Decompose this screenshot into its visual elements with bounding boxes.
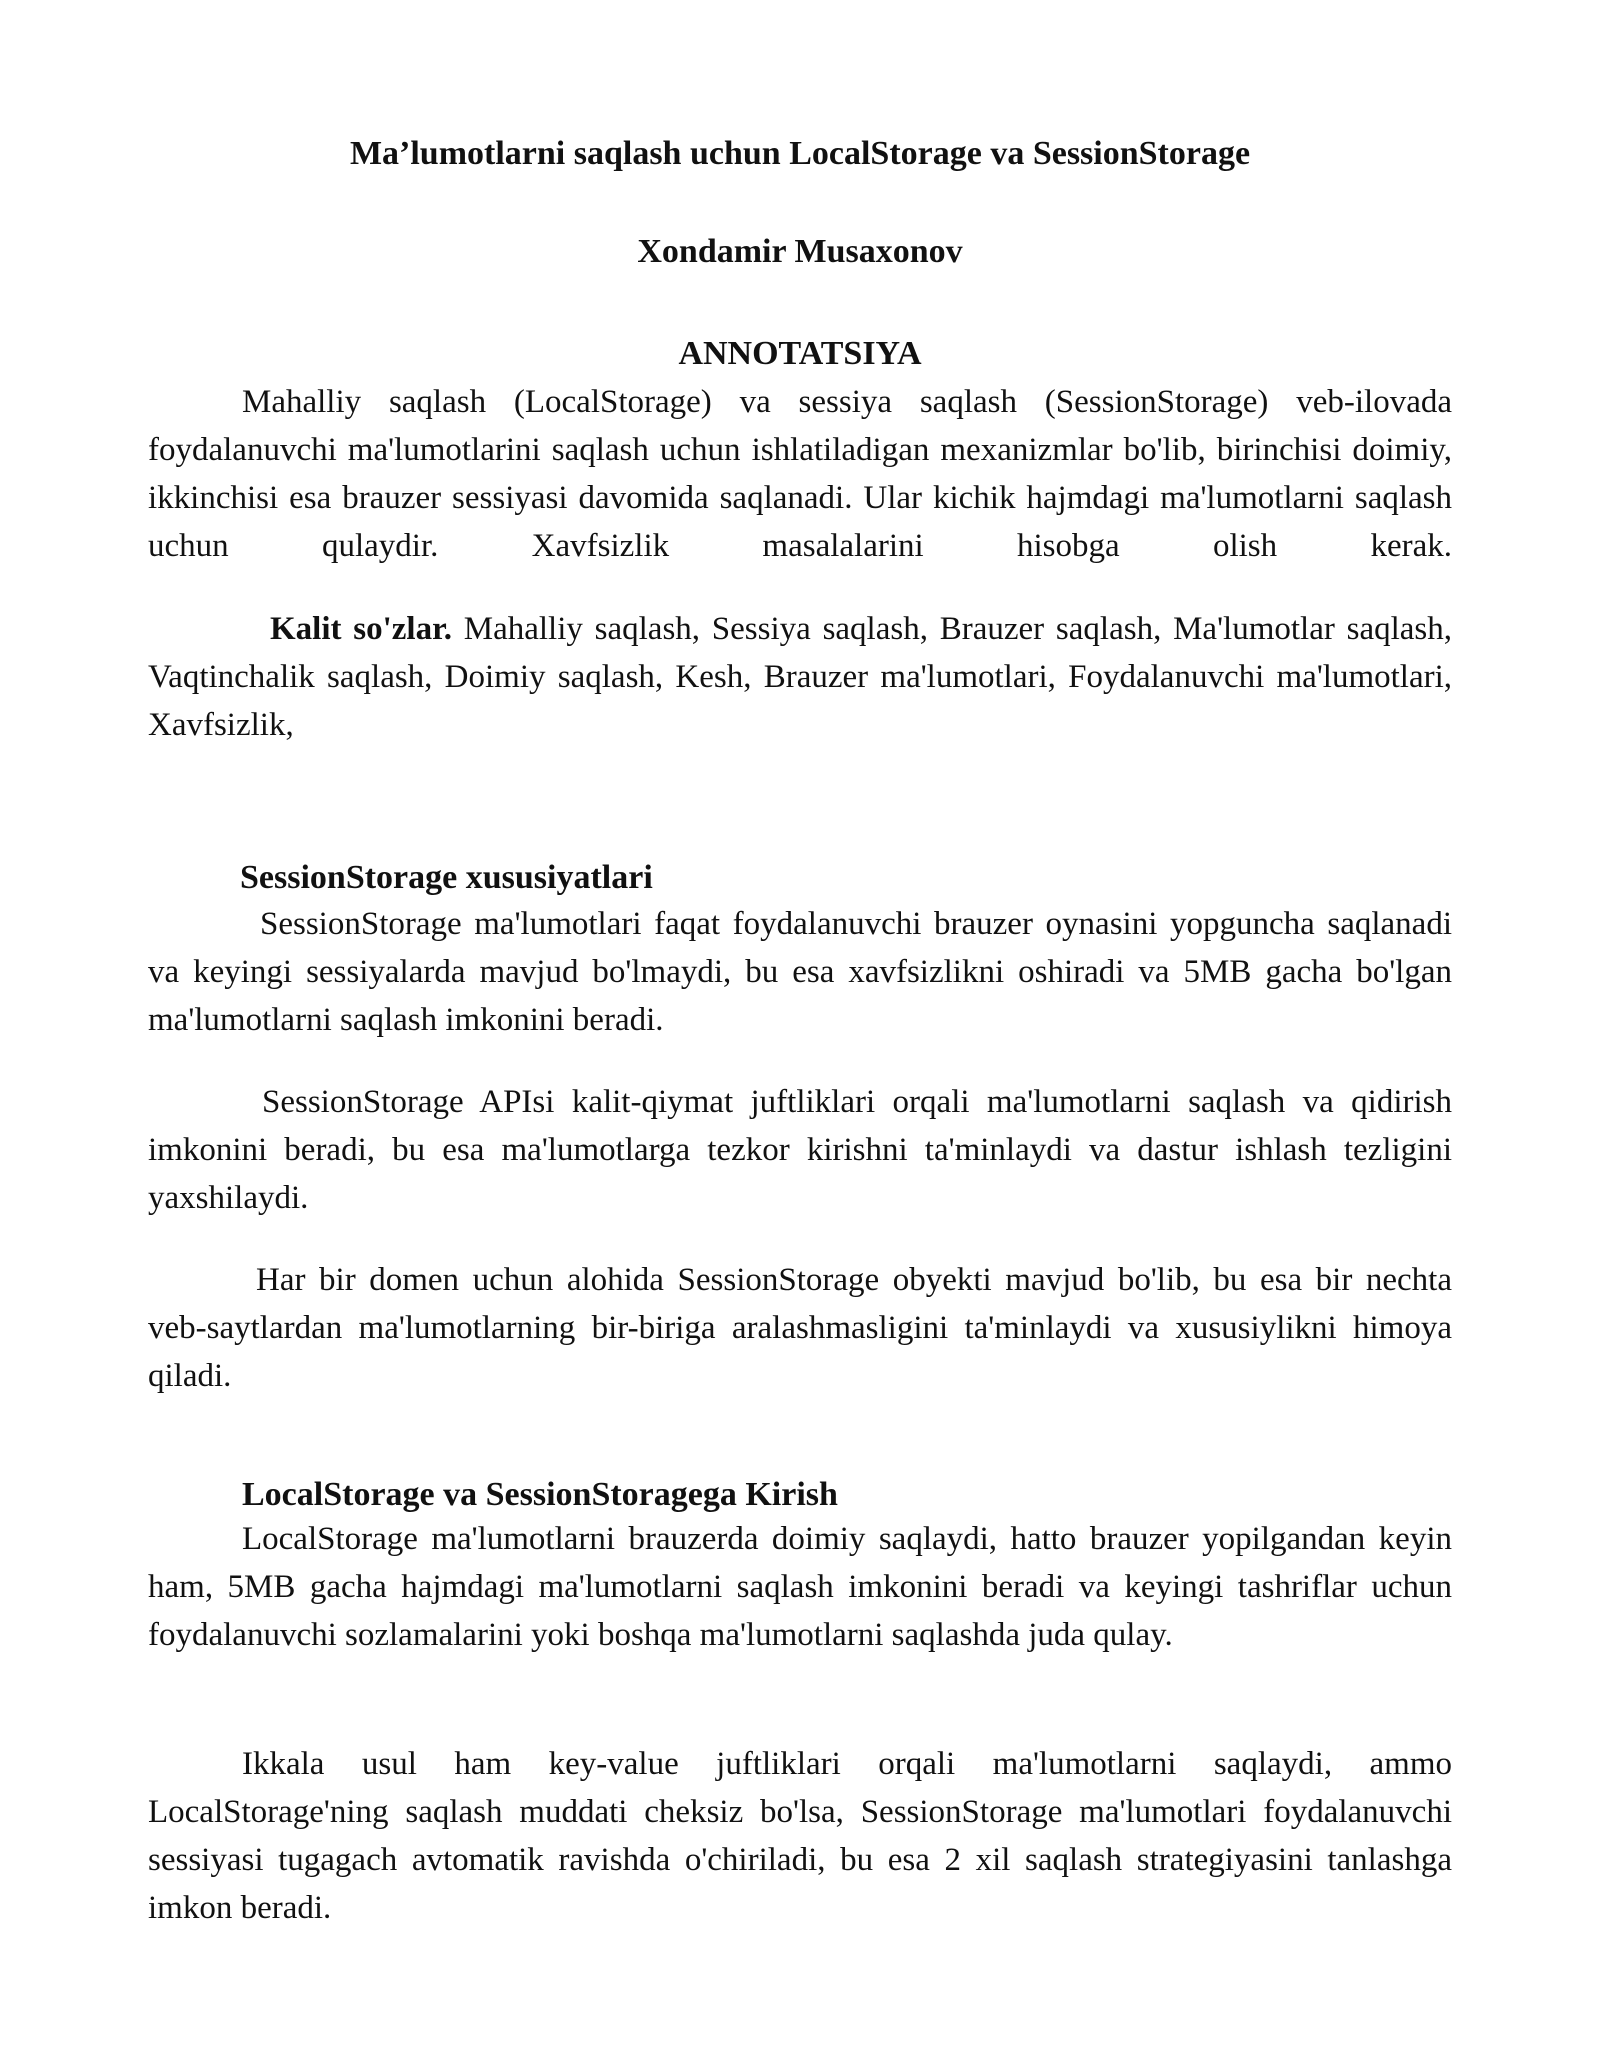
keywords-label: Kalit so'zlar.: [270, 611, 452, 647]
paragraph: Har bir domen uchun alohida SessionStorage obyekti mavjud bo'lib, bu esa bir nechta veb-saytlardan ma'lumotlarning bir-biriga aralashmasligini ta'minlaydi va xususiylikni himoya qiladi.: [148, 1262, 1452, 1394]
paragraph: SessionStorage ma'lumotlari faqat foydalanuvchi brauzer oynasini yopguncha saqlanadi va keyingi sessiyalarda mavjud bo'lmaydi, bu esa xavfsizlikni oshiradi va 5MB gacha bo'lgan ma'lumotlarni saqlash imkonini beradi.: [148, 906, 1452, 1038]
keywords-text: Mahalliy saqlash, Sessiya saqlash, Brauzer saqlash, Ma'lumotlar saqlash, Vaqtinchalik saqlash, Doimiy saqlash, Kesh, Brauzer ma'lumotlari, Foydalanuvchi ma'lumotlari, Xavfsizlik,: [148, 611, 1452, 743]
author-name: Xondamir Musaxonov: [637, 233, 963, 270]
keywords-paragraph: [148, 605, 1452, 749]
paragraph: Ikkala usul ham key-value juftliklari orqali ma'lumotlarni saqlaydi, ammo LocalStorage'ning saqlash muddati cheksiz bo'lsa, SessionStorage ma'lumotlari foydalanuvchi sessiyasi tugagach avtomatik ravishda o'chiriladi, bu esa 2 xil saqlash strategiyasini tanlashga imkon beradi.: [148, 1746, 1452, 1926]
section-heading-localstorage: LocalStorage va SessionStoragega Kirish: [242, 1476, 838, 1513]
abstract-text: Mahalliy saqlash (LocalStorage) va sessiya saqlash (SessionStorage) veb-ilovada foydalanuvchi ma'lumotlarini saqlash uchun ishlatiladigan mexanizmlar bo'lib, birinchisi doimiy, ikkinchisi esa brauzer sessiyasi davomida saqlanadi. Ular kichik hajmdagi ma'lumotlarni saqlash uchun qulaydir. Xavfsizlik masalalarini hisobga olish kerak.: [148, 384, 1452, 564]
abstract-heading: ANNOTATSIYA: [678, 335, 922, 372]
paragraph: SessionStorage APIsi kalit-qiymat juftliklari orqali ma'lumotlarni saqlash va qidirish imkonini beradi, bu esa ma'lumotlarga tezkor kirishni ta'minlaydi va dastur ishlash tezligini yaxshilaydi.: [148, 1084, 1452, 1216]
paragraph: LocalStorage ma'lumotlarni brauzerda doimiy saqlaydi, hatto brauzer yopilgandan keyin ham, 5MB gacha hajmdagi ma'lumotlarni saqlash imkonini beradi va keyingi tashriflar uchun foydalanuvchi sozlamalarini yoki boshqa ma'lumotlarni saqlashda juda qulay.: [148, 1521, 1452, 1653]
section-heading-sessionstorage: SessionStorage xususiyatlari: [240, 859, 653, 896]
paper-title: Ma’lumotlarni saqlash uchun LocalStorage va SessionStorage: [349, 135, 1251, 172]
